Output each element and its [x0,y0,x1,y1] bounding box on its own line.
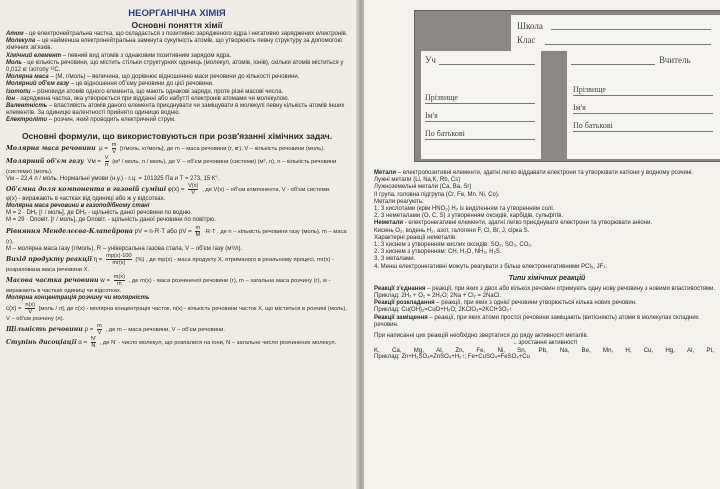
definition-item [6,53,348,60]
definition-item [6,96,348,103]
definitions-list [6,31,348,125]
definition-item-text: – різновиди атомів одного елемента, що мають однакові заряди, проте різні масові числа. [30,88,284,95]
student-card [421,51,541,159]
name-form [414,10,720,162]
definition-item-text: – певний вид атомів з однаковим позитивним зарядом ядра. [61,52,232,59]
formula-mass-fraction: Масова частка речовини w = $\frac{m(x)}{m}$ , де m(x) - маса розчиненої речовини (г), m – загальна маса розчину (г), w - виражають в частках одиниці чи відсотках. [6,273,331,294]
metal-symbol: Ca, [391,347,402,355]
gas-molar-mass-air: M = 29 · Dповіт. [г / моль], де Dповіт. - щільність даної речовини по повітрю. [6,217,216,224]
metal-symbol: Mg, [413,347,424,355]
definition-item [6,81,348,88]
activity-arrow: ←зростання активності [512,340,578,347]
volume-fraction-note: φ(x) - виражають в частках від одиниці або ж у відсотках. [6,195,166,202]
definition-item-text: – властивість атомів даного елемента приєднувати чи заміщувати в молекулі певну кількість атомів інших елементів. За одиницю валентності прийнято одиницю водню. [6,103,345,117]
metal-activity-series [374,347,720,354]
metals-nonmetals-text [374,170,720,271]
paragraph-line [374,177,720,184]
formula-molar-mass: Молярна маса речовини μ = $\frac{m}{V}$ [г/моль, кг/моль], де m – маса речовини (г, кг), V – кількість речовини (моль). [6,141,325,155]
metal-symbol: Al, [687,347,695,355]
definition-item-term: Молярний об'єм газу [6,81,70,88]
definition-item-text: – (М, г/моль) – величина, що дорівнює відношенню маси речовини до кількості речовини. [48,74,300,81]
reaction-line-text: Приклад: 2H₂ + O₂ = 2H₂O; 2Na + Cl₂ = 2NaCl. [374,293,502,300]
definition-item-term: Електроліти [6,117,48,124]
definition-item-text: – розчин, який проводить електричний струм. [47,117,176,124]
definition-item-term: Ізотопи [6,88,31,95]
metal-symbol: Pt, [706,347,714,355]
definition-item-term: Молекула [6,38,36,45]
reaction-line-text: – реакції, при яких атоми простої речовини заміщають (витісняють) атоми в молекулах складних речовин. [374,314,699,328]
left-page [0,0,358,489]
section-title-basics: Основні поняття хімії [131,20,223,30]
reaction-line-text: – реакції, при яких з двох або кількох речовин отримують одну нову речовину з новими властивостями. [425,285,716,292]
metal-symbol: H, [625,347,632,355]
teacher-name-label: Ім'я [573,103,586,112]
definition-item-text: - це електронейтральна частка, що складається з позитивно зарядженого ядра і негативно заряджених електронів. [23,31,348,37]
formula-molarity: c(x) = $\frac{n(x)}{V}$ [моль / л], де c(x) - молярна концентрація часток, n(x) - кількість речовини часток Х, що міститься в розчині (моль), V – об'єм розчину (л). [6,302,347,323]
definition-item [6,60,348,74]
paragraph-line [374,213,720,220]
definition-item-term: Молярна маса [6,74,49,81]
paragraph-line [374,206,720,213]
formula-yield: Вихід продукту реакції η = $\frac{mp(x)\cdot 100}{mr(x)}$ (%) , де mp(x) - маса продукту Х, отриманого в реальному процесі, mr(x) - розрахована маса речовини Х. [6,252,334,273]
metal-symbol: K, [374,347,380,355]
teacher-surname-label: Прізвище [573,85,606,94]
metal-symbol: Ni, [497,347,505,355]
paragraph-line [374,220,720,227]
reaction-line [374,293,720,300]
paragraph-line-text: Характерні реакції неметалів: [374,234,457,241]
definition-item-term: Моль [6,59,22,66]
metal-symbol: Cu, [643,347,654,355]
reaction-line-text: – реакції, при яких з однієї речовини утворюється кілька нових речовин. [434,300,637,307]
paragraph-line-text: Кисень O₂, водень H₂, азот, галогени F, Cl, Br, J, сірка S. [374,227,530,234]
formula-molarity-title: Молярна концентрація розчину чи молярність [6,294,150,301]
metal-symbol: Hg, [665,347,675,355]
reaction-line-term: Реакції з'єднання [374,285,426,292]
student-name-label: Ім'я [425,111,438,120]
student-surname-label: Прізвище [425,93,458,102]
reaction-line [374,300,720,307]
metal-symbol: Sn, [517,347,527,355]
paragraph-line [374,256,720,263]
definition-item-term: Атом [6,31,24,37]
normal-conditions-note: Vм – 22,4 л / моль. Нормальні умови (н.у.) - r.ц. = 101325 Па и Т = 273, 15 К°. [6,175,220,182]
paragraph-line-text: 2. З киснем з утворенням: CH, H₂O, NH₃, H₂S. [374,249,502,256]
definition-item-term: Іон [6,95,15,102]
metal-symbol: Fe, [476,347,486,355]
formula-density: Щільність речовини ρ = $\frac{m}{V}$ , де m – маса речовини, V – об'єм речовини. [6,323,226,337]
paragraph-line-text: 1. З кислотами (крім HNO₃) H₂ із виділенням та утворенням солі. [374,206,555,213]
paragraph-line [374,249,720,256]
paragraph-line-text: Лужноземельні метали (Са, Ba, Sr) [374,184,472,191]
formula-molar-volume: Молярний об'єм газу Vм = $\frac{V}{n}$ (м³ / моль, л / моль), де V – об'єм речовини (системи) (м³, л), n – кількість речовини (системи) (моль). [6,154,337,175]
formula-volume-fraction: Об'ємна доля компонента в газовій суміші φ(x) = $\frac{V(x)}{V}$ , де V(x) – об'єм компонента, V - об'єм системи. [6,182,331,196]
metal-symbol: Zn, [455,347,465,355]
paragraph-line-text: 1. З киснем з утворенням кислих оксидів: SO₂, SO₃, CO₂. [374,242,533,249]
teacher-patronymic-label: По батькові [573,121,613,130]
reaction-line [374,307,720,314]
definition-item-term: Хімічний елемент [6,52,62,59]
student-label: Уч [425,55,436,65]
paragraph-line-term: Неметали [374,220,404,227]
paragraph-line-text: 2. З неметалами (O, C, S) з утворенням оксидів, карбідів, сульфітів. [374,213,564,220]
definition-item [6,103,348,117]
page-title: НЕОРГАНІЧНА ХІМІЯ [128,8,226,19]
reaction-line [374,286,720,293]
definition-item [6,38,348,52]
metal-symbol: Al, [436,347,444,355]
paragraph-line [374,235,720,242]
paragraph-line-text: 3. З металами. [374,256,416,263]
reactions-list [374,286,720,329]
paragraph-line-text: II група, головна підгрупа (Cr, Fe, Mn. Ni, Co). [374,191,500,198]
reaction-line-text: Приклад: Cu(OH)₂=CuO+H₂O; 2KClO₃=2KCl+3O₂↑ [374,307,512,314]
metal-symbol: Pb, [538,347,548,355]
paragraph-line [374,192,720,199]
definition-item [6,117,348,124]
section-title-formulas: Основні формули, що використовуються при розв'язанні хімічних задач. [21,130,333,141]
substitution-example: Приклад: Zn+H₂SO₄=ZnSO₄+H₂↑; Fe+CuSO₄=FeSO₄+Cu [374,354,530,361]
paragraph-line-term: Метали [374,170,397,176]
formula-mendeleev-clapeyron: Рівняння Менделєєва-Клапейрона pV = n·R·T або pV = $\frac{m}{M}$ ·R·T , де n – кількість речовини газу (моль), m – маса (г), [6,224,347,245]
school-card [511,15,720,51]
paragraph-line-text: 4. Менш електронегативні можуть реагувати з більш електронегативними PCl₅, JF₇. [374,263,607,270]
paragraph-line [374,242,720,249]
class-label: Клас [517,35,536,45]
paragraph-line-text: – електропозитивні елементи, здатні легко віддавати електрони та утворювати катіони у водному розчині. [396,170,694,176]
paragraph-line-text: Метали реагують: [374,198,424,205]
reactions-title: Типи хімічних реакцій [508,274,586,282]
formula-dissociation: Ступінь дисоціації α = $\frac{N'}{N}$ , де N' - число молекул, що розпалися на іони, N – загальне число розчинених молекул. [6,336,337,350]
metal-symbol: Be, [581,347,591,355]
school-label: Школа [517,21,543,31]
reaction-line-term: Реакції розкладання [374,300,435,307]
reaction-line-term: Реакції заміщення [374,314,428,321]
paragraph-line-text: Лужні метали (Li, Na,K, Rb, Cs) [374,177,461,184]
reaction-line [374,315,720,329]
metal-symbol: Na, [559,347,570,355]
gas-molar-mass-hydrogen: M = 2 · DH₂ [г / моль], де DH₂ - щільність даної речовини по водню. [6,210,193,217]
definition-item-text: - заряджена частка, яка утворюється при відданні або набутті електронів атомами чи молекулою. [14,95,290,102]
paragraph-line [374,170,720,177]
paragraph-line [374,264,720,271]
definition-item-text: – це відношення об'єму речовини до цієї речовини. [69,81,214,88]
student-patronymic-label: По батькові [425,129,465,138]
definition-item [6,89,348,96]
teacher-label: Вчитель [659,55,691,65]
right-page [364,0,720,489]
definition-item-text: - це кількість речовини, що містить стільки структурних одиниць (молекул, атомів, іонів), скільки атомів міститься у 0,012 кг ізотопу ¹²С. [6,59,344,74]
paragraph-line-text: - електронегативні елементи, здатні легко приєднувати електрони та утворювати аніони. [403,220,653,227]
mendeleev-note: М – молярна маса газу (г/моль), R – універсальна газова стала, V – об'єм газу (м³/л). [6,245,243,252]
formula-gas-molar-mass: Молярна маса речовини в газоподібному стані [6,203,150,210]
paragraph-line [374,199,720,206]
metal-symbol: Mn, [602,347,614,355]
activity-note: При написанні цих реакцій необхідно звертатися до ряду активності металів. [374,333,589,340]
paragraph-line [374,184,720,191]
teacher-card [567,51,720,159]
definition-item-term: Валентність [6,103,48,110]
definition-item-text: – це найменша електронейтральна замкнута сукупність атомів, що утворюють певну структуру за допомогою хімічних зв'язків. [6,38,342,52]
paragraph-line [374,228,720,235]
